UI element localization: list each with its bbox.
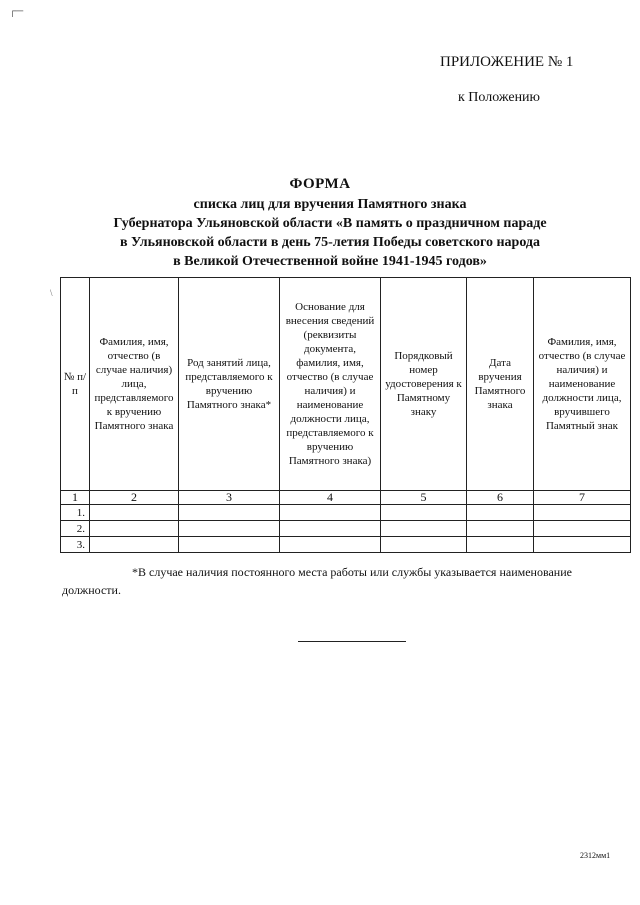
recipients-table [60, 277, 631, 553]
table-cell [280, 505, 381, 521]
table-cell [280, 521, 381, 537]
column-number: 1 [61, 491, 90, 505]
table-cell [467, 505, 534, 521]
column-number: 2 [90, 491, 179, 505]
table-cell [280, 537, 381, 553]
form-subtitle-line: в Великой Отечественной войне 1941-1945 годов» [173, 254, 487, 269]
footnote-line: *В случае наличия постоянного места работы или службы указывается наименование [132, 565, 572, 579]
appendix-title: ПРИЛОЖЕНИЕ № 1 [440, 54, 574, 70]
row-index: 1. [61, 505, 90, 521]
form-subtitle-line: Губернатора Ульяновской области «В память о праздничном параде [113, 216, 547, 231]
table-cell [381, 537, 467, 553]
footnote [62, 563, 634, 599]
header-cell-basis: Основание для внесения сведений (реквизиты документа, фамилия, имя, отчество (в случае наличия) и наименование должности лица, представляемого к вручению Памятного знака) [280, 278, 381, 491]
table-cell [179, 521, 280, 537]
table-row [61, 505, 631, 521]
table-cell [90, 505, 179, 521]
table-cell [534, 521, 631, 537]
table-cell [179, 537, 280, 553]
column-number: 6 [467, 491, 534, 505]
column-number: 7 [534, 491, 631, 505]
table-cell [381, 521, 467, 537]
column-number: 5 [381, 491, 467, 505]
column-number: 3 [179, 491, 280, 505]
margin-tick: \ [50, 288, 53, 298]
form-title: ФОРМА [289, 176, 351, 192]
column-number: 4 [280, 491, 381, 505]
header-cell-recipient-name: Фамилия, имя, отчество (в случае наличия) лица, представляемого к вручению Памятного знака [90, 278, 179, 491]
table-cell [90, 537, 179, 553]
table-cell [534, 537, 631, 553]
form-subtitle-line: в Ульяновской области в день 75-летия Победы советского народа [119, 235, 540, 250]
row-index: 2. [61, 521, 90, 537]
signature-line [298, 641, 406, 642]
corner-mark: ┌─ [9, 6, 24, 17]
table-row [61, 537, 631, 553]
form-subtitle-line: списка лиц для вручения Памятного знака [193, 197, 467, 212]
header-cell-number: № п/п [61, 278, 90, 491]
table-row [61, 521, 631, 537]
header-cell-presenter: Фамилия, имя, отчество (в случае наличия) и наименование должности лица, вручившего Памятный знак [534, 278, 631, 491]
form-subtitle [70, 195, 590, 271]
header-cell-occupation: Род занятий лица, представляемого к вручению Памятного знака* [179, 278, 280, 491]
header-cell-certificate-number: Порядковый номер удостоверения к Памятному знаку [381, 278, 467, 491]
table-cell [534, 505, 631, 521]
table-cell [381, 505, 467, 521]
table-cell [467, 537, 534, 553]
page-code: 2312мм1 [580, 851, 611, 860]
row-index: 3. [61, 537, 90, 553]
appendix-subtitle: к Положению [458, 90, 541, 105]
header-cell-award-date: Дата вручения Памятного знака [467, 278, 534, 491]
table-header-row [61, 278, 631, 491]
table-cell [179, 505, 280, 521]
footnote-line: должности. [62, 583, 121, 597]
table-cell [467, 521, 534, 537]
table-column-numbers-row [61, 491, 631, 505]
table-cell [90, 521, 179, 537]
